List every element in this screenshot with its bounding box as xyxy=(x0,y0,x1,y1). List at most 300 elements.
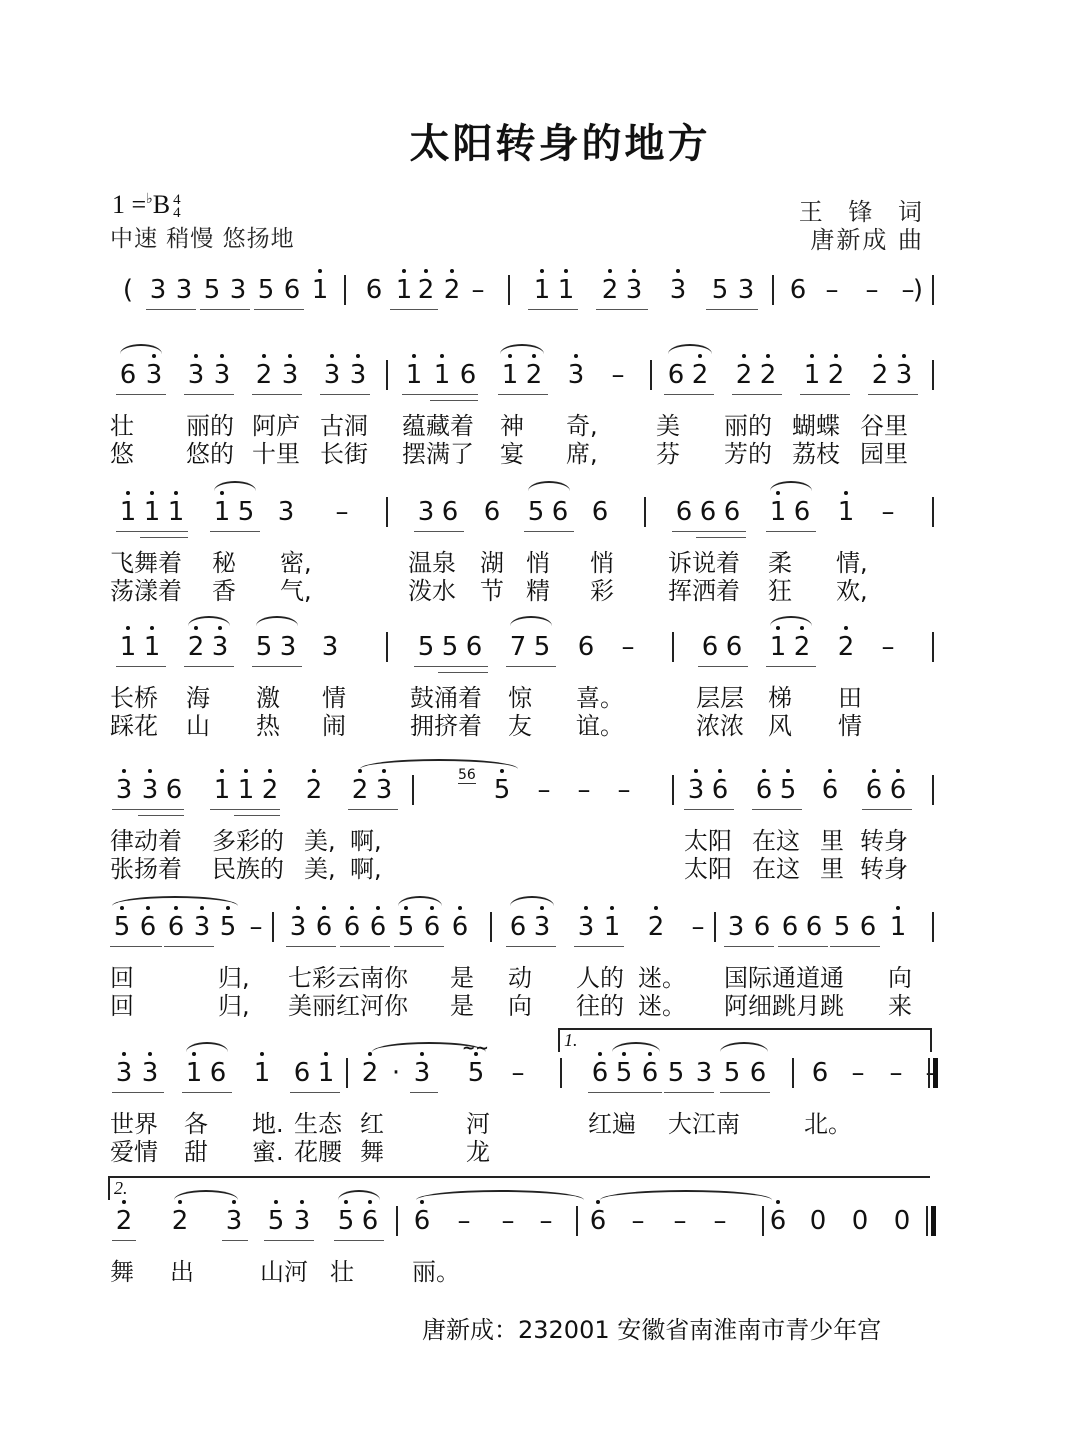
lyric-syllable: 秘 xyxy=(212,549,236,577)
lyric-syllable: 张扬着 xyxy=(110,855,182,883)
octave-dot-icon xyxy=(718,769,722,773)
lyric-syllable: 摆满了 xyxy=(402,440,474,468)
note: 5 xyxy=(466,1058,486,1088)
lyric-syllable: 惊 xyxy=(508,684,532,712)
octave-dot-icon xyxy=(178,1200,182,1204)
octave-dot-icon xyxy=(766,354,770,358)
note: 6 xyxy=(588,1206,608,1236)
lyric-syllable: 激 xyxy=(256,684,280,712)
sustain-dash: – xyxy=(501,1206,515,1236)
eighth-beam xyxy=(320,394,370,395)
octave-dot-icon xyxy=(622,1052,626,1056)
notes-row xyxy=(108,275,938,325)
eighth-beam xyxy=(164,946,214,947)
note: 3 xyxy=(412,1058,432,1088)
eighth-beam xyxy=(116,531,188,532)
note: 3 xyxy=(576,912,596,942)
note: 6 xyxy=(725,632,743,662)
lyric-syllable: 迷。 xyxy=(638,964,686,992)
octave-dot-icon xyxy=(654,906,658,910)
eighth-beam xyxy=(252,666,302,667)
octave-dot-icon xyxy=(742,354,746,358)
lyric-syllable: 友 xyxy=(508,712,532,740)
sixteenth-beam xyxy=(696,537,746,538)
key-label: 1 = xyxy=(112,190,147,219)
octave-dot-icon xyxy=(382,769,386,773)
lyric-syllable: 荡漾着 xyxy=(110,577,182,605)
note: 6 xyxy=(820,775,840,805)
note: 2 xyxy=(260,775,280,805)
octave-dot-icon xyxy=(174,906,178,910)
lyric-syllable: 生态 xyxy=(294,1110,342,1138)
eighth-beam xyxy=(830,946,880,947)
note: 6 xyxy=(450,912,470,942)
octave-dot-icon xyxy=(232,1200,236,1204)
note: 2 xyxy=(170,1206,190,1236)
octave-dot-icon xyxy=(148,769,152,773)
note: 1 xyxy=(142,497,162,527)
lyric-syllable: 诉说着 xyxy=(668,549,740,577)
note: 3 xyxy=(348,360,368,390)
lyric-syllable: 密, xyxy=(280,549,312,577)
lyric-syllable: 喜。 xyxy=(576,684,624,712)
octave-dot-icon xyxy=(220,769,224,773)
lyric-syllable: 河 xyxy=(466,1110,490,1138)
octave-dot-icon xyxy=(122,769,126,773)
note: 3 xyxy=(292,1206,312,1236)
lyric-syllable: 山 xyxy=(186,712,210,740)
octave-dot-icon xyxy=(540,269,544,273)
octave-dot-icon xyxy=(648,1052,652,1056)
octave-dot-icon xyxy=(402,269,406,273)
sustain-dash: – xyxy=(457,1206,471,1236)
octave-dot-icon xyxy=(694,769,698,773)
note: 5 xyxy=(257,275,275,305)
eighth-beam xyxy=(868,394,918,395)
lyric-syllable: 蝴蝶 xyxy=(792,412,840,440)
note: 3 xyxy=(224,1206,244,1236)
lyric-syllable: 阿庐 xyxy=(252,412,300,440)
note: 1 xyxy=(532,275,552,305)
octave-dot-icon xyxy=(430,906,434,910)
octave-dot-icon xyxy=(368,1200,372,1204)
lyric-syllable: 海 xyxy=(186,684,210,712)
eighth-beam xyxy=(222,1240,248,1241)
lyric-syllable: 律动着 xyxy=(110,827,182,855)
eighth-beam xyxy=(146,309,196,310)
lyric-syllable: 香 xyxy=(212,577,236,605)
lyric-syllable: 欢, xyxy=(836,577,868,605)
note: 2 xyxy=(114,1206,134,1236)
sustain-dash: – xyxy=(511,1058,525,1088)
note: 6 xyxy=(590,1058,610,1088)
note: 3 xyxy=(288,912,308,942)
sustain-dash: – xyxy=(539,1206,553,1236)
lyric-syllable: 美 xyxy=(656,412,680,440)
lyric-syllable: 太阳 xyxy=(684,827,732,855)
note: 3 xyxy=(114,1058,134,1088)
note: 6 xyxy=(314,912,334,942)
octave-dot-icon xyxy=(194,354,198,358)
note: 1 xyxy=(316,1058,336,1088)
lyric-syllable: 鼓涌着 xyxy=(410,684,482,712)
note: 6 xyxy=(864,775,884,805)
note: 6 xyxy=(283,275,301,305)
octave-dot-icon xyxy=(598,1052,602,1056)
lyricist-credit: 王 锋 词 xyxy=(798,198,924,226)
octave-dot-icon xyxy=(226,906,230,910)
sixteenth-beam xyxy=(430,400,478,401)
octave-dot-icon xyxy=(126,626,130,630)
lyric-syllable: 飞舞着 xyxy=(110,549,182,577)
octave-dot-icon xyxy=(358,769,362,773)
eighth-beam xyxy=(862,809,912,810)
note: 2 xyxy=(734,360,754,390)
eighth-beam xyxy=(112,809,184,810)
time-sig-bottom: 4 xyxy=(173,205,181,221)
note: 0 xyxy=(893,1206,911,1236)
note: 6 xyxy=(577,632,595,662)
note: 5 xyxy=(441,632,459,662)
note: 1 xyxy=(310,275,330,305)
lyric-syllable: 美, xyxy=(304,855,336,883)
note: 6 xyxy=(551,497,569,527)
note: 3 xyxy=(417,497,435,527)
mordent-icon: ~~ xyxy=(462,1038,489,1057)
octave-dot-icon xyxy=(318,269,322,273)
note: 2 xyxy=(350,775,370,805)
note: 6 xyxy=(360,1206,380,1236)
octave-dot-icon xyxy=(776,626,780,630)
lyric-syllable: 转身 xyxy=(860,827,908,855)
lyric-syllable: 芳的 xyxy=(724,440,772,468)
note: 6 xyxy=(710,775,730,805)
slur-arc xyxy=(510,896,554,906)
sustain-dash: – xyxy=(865,275,879,305)
notes-row xyxy=(108,360,938,410)
note: 1 xyxy=(118,497,138,527)
slur-arc xyxy=(510,616,552,626)
note: 2 xyxy=(758,360,778,390)
slur-arc xyxy=(120,344,162,354)
note: 3 xyxy=(114,775,134,805)
lyric-syllable: 甜 xyxy=(184,1138,208,1166)
octave-dot-icon xyxy=(150,491,154,495)
lyric-syllable: 出 xyxy=(170,1258,194,1286)
lyric-syllable: 园里 xyxy=(860,440,908,468)
octave-dot-icon xyxy=(148,1052,152,1056)
lyric-syllable: 爱情 xyxy=(110,1138,158,1166)
octave-dot-icon xyxy=(122,1200,126,1204)
octave-dot-icon xyxy=(896,906,900,910)
eighth-beam xyxy=(402,394,478,395)
lyric-syllable: 热 xyxy=(256,712,280,740)
octave-dot-icon xyxy=(288,354,292,358)
sustain-dash: – xyxy=(889,1058,903,1088)
note: 5 xyxy=(533,632,551,662)
octave-dot-icon xyxy=(878,354,882,358)
song-title: 太阳转身的地方 xyxy=(409,120,711,167)
octave-dot-icon xyxy=(152,354,156,358)
note: 1 xyxy=(768,632,788,662)
second-ending-bracket xyxy=(108,1176,930,1200)
notes-row xyxy=(108,497,938,547)
note: 5 xyxy=(218,912,238,942)
note: · xyxy=(391,1058,401,1088)
note: 6 xyxy=(667,360,685,390)
eighth-beam xyxy=(528,309,578,310)
octave-dot-icon xyxy=(262,354,266,358)
octave-dot-icon xyxy=(608,269,612,273)
note: 5 xyxy=(492,775,512,805)
note: 1 xyxy=(500,360,520,390)
note: 5 xyxy=(711,275,729,305)
lyric-syllable: 各 xyxy=(184,1110,208,1138)
sustain-dash: – xyxy=(611,360,625,390)
eighth-beam xyxy=(116,666,166,667)
note: 6 xyxy=(165,775,183,805)
eighth-beam xyxy=(110,946,162,947)
lyric-syllable: 精 xyxy=(526,577,550,605)
note: 1 xyxy=(236,775,256,805)
lyric-syllable: 国际通道通 xyxy=(724,964,844,992)
eighth-beam xyxy=(766,666,816,667)
octave-dot-icon xyxy=(330,354,334,358)
note: 6 xyxy=(591,497,609,527)
octave-dot-icon xyxy=(584,906,588,910)
octave-dot-icon xyxy=(268,769,272,773)
flat-sign-icon: ♭ xyxy=(146,192,153,207)
octave-dot-icon xyxy=(120,906,124,910)
slur-arc xyxy=(668,344,712,354)
note: 5 xyxy=(396,912,416,942)
lyric-syllable: 湖 xyxy=(480,549,504,577)
octave-dot-icon xyxy=(324,1052,328,1056)
note: 3 xyxy=(210,632,230,662)
lyric-syllable: 浓浓 xyxy=(696,712,744,740)
slur-arc xyxy=(500,344,544,354)
note: 3 xyxy=(144,360,164,390)
octave-dot-icon xyxy=(174,491,178,495)
lyric-syllable: 情 xyxy=(322,684,346,712)
note: 2 xyxy=(836,632,856,662)
note: 6 xyxy=(483,497,501,527)
eighth-beam xyxy=(112,1240,136,1241)
note: 6 xyxy=(422,912,442,942)
note: 3 xyxy=(566,360,586,390)
eighth-beam xyxy=(390,309,438,310)
eighth-beam xyxy=(800,394,850,395)
lyric-syllable: 世界 xyxy=(110,1110,158,1138)
octave-dot-icon xyxy=(356,354,360,358)
note: 0 xyxy=(851,1206,869,1236)
octave-dot-icon xyxy=(564,269,568,273)
note: 6 xyxy=(789,275,807,305)
note: 5 xyxy=(527,497,545,527)
lyric-syllable: 踩花 xyxy=(110,712,158,740)
lyric-syllable: 里 xyxy=(820,855,844,883)
note: 3 xyxy=(322,360,342,390)
note: 3 xyxy=(280,360,300,390)
lyric-syllable: 回 xyxy=(110,964,134,992)
note: 1 xyxy=(602,912,622,942)
note: 6 xyxy=(749,1058,767,1088)
lyric-syllable: 大江南 xyxy=(668,1110,740,1138)
eighth-beam xyxy=(286,946,336,947)
sustain-dash: – xyxy=(901,275,915,305)
note: 6 xyxy=(365,275,383,305)
lyric-syllable: 归, xyxy=(218,964,250,992)
lyric-syllable: 红遍 xyxy=(588,1110,636,1138)
sustain-dash: – xyxy=(881,632,895,662)
note: 6 xyxy=(441,497,459,527)
octave-dot-icon xyxy=(122,1052,126,1056)
octave-dot-icon xyxy=(126,491,130,495)
octave-dot-icon xyxy=(440,354,444,358)
note: 2 xyxy=(600,275,620,305)
eighth-beam xyxy=(498,394,548,395)
sustain-dash: – xyxy=(825,275,839,305)
octave-dot-icon xyxy=(596,1200,600,1204)
lyric-syllable: 阿细跳月跳 xyxy=(724,992,844,1020)
lyric-syllable: 啊, xyxy=(350,855,382,883)
lyric-syllable: 梯 xyxy=(768,684,792,712)
eighth-beam xyxy=(506,666,556,667)
lyric-syllable: 彩 xyxy=(590,577,614,605)
octave-dot-icon xyxy=(412,354,416,358)
note: 1 xyxy=(836,497,856,527)
note: ) xyxy=(912,275,924,305)
lyric-syllable: 向 xyxy=(508,992,532,1020)
slur-arc xyxy=(770,481,812,491)
octave-dot-icon xyxy=(150,626,154,630)
eighth-beam xyxy=(724,946,774,947)
lyric-syllable: 风 xyxy=(768,712,792,740)
octave-dot-icon xyxy=(420,1052,424,1056)
note: 6 xyxy=(753,912,771,942)
lyric-syllable: 情, xyxy=(836,549,868,577)
note: 3 xyxy=(140,775,160,805)
note: 3 xyxy=(149,275,167,305)
sustain-dash: – xyxy=(621,632,635,662)
note: 5 xyxy=(417,632,435,662)
note: 6 xyxy=(811,1058,829,1088)
lyric-syllable: 向 xyxy=(888,964,912,992)
lyric-syllable: 龙 xyxy=(466,1138,490,1166)
sustain-dash: – xyxy=(335,497,349,527)
eighth-beam xyxy=(706,309,758,310)
sustain-dash: – xyxy=(673,1206,687,1236)
note: 6 xyxy=(805,912,823,942)
lyric-syllable: 迷。 xyxy=(638,992,686,1020)
note: 3 xyxy=(212,360,232,390)
octave-dot-icon xyxy=(260,1052,264,1056)
note: 2 xyxy=(690,360,710,390)
lyric-syllable: 壮 xyxy=(330,1258,354,1286)
sustain-dash: – xyxy=(631,1206,645,1236)
note: 6 xyxy=(368,912,388,942)
eighth-beam xyxy=(252,394,302,395)
note: 3 xyxy=(279,632,297,662)
eighth-beam xyxy=(254,309,304,310)
lyric-syllable: 悠 xyxy=(110,440,134,468)
sustain-dash: – xyxy=(691,912,705,942)
octave-dot-icon xyxy=(532,354,536,358)
octave-dot-icon xyxy=(274,1200,278,1204)
octave-dot-icon xyxy=(300,1200,304,1204)
note: 2 xyxy=(792,632,812,662)
lyric-syllable: 古洞 xyxy=(320,412,368,440)
lyric-syllable: 宴 xyxy=(500,440,524,468)
note: 2 xyxy=(416,275,436,305)
lyric-syllable: 北。 xyxy=(804,1110,852,1138)
key-note: B xyxy=(152,190,171,219)
octave-dot-icon xyxy=(296,906,300,910)
octave-dot-icon xyxy=(800,626,804,630)
note: 6 xyxy=(459,360,477,390)
lyric-syllable: 荔枝 xyxy=(792,440,840,468)
octave-dot-icon xyxy=(322,906,326,910)
note: 2 xyxy=(304,775,324,805)
note: 6 xyxy=(675,497,693,527)
lyric-syllable: 悄 xyxy=(526,549,550,577)
note: 1 xyxy=(404,360,424,390)
note: 6 xyxy=(412,1206,432,1236)
eighth-beam xyxy=(200,309,250,310)
sustain-dash: – xyxy=(577,775,591,805)
eighth-beam xyxy=(348,809,398,810)
octave-dot-icon xyxy=(500,769,504,773)
note: 3 xyxy=(727,912,745,942)
note: 6 xyxy=(793,497,811,527)
octave-dot-icon xyxy=(194,626,198,630)
eighth-beam xyxy=(684,809,734,810)
note: 5 xyxy=(255,632,273,662)
lyric-syllable: 啊, xyxy=(350,827,382,855)
lyric-syllable: 回 xyxy=(110,992,134,1020)
eighth-beam xyxy=(698,666,748,667)
lyric-syllable: 十里 xyxy=(252,440,300,468)
slur-arc xyxy=(528,481,570,491)
lyric-syllable: 美, xyxy=(304,827,336,855)
eighth-beam xyxy=(184,666,234,667)
note: 6 xyxy=(166,912,186,942)
lyric-syllable: 拥挤着 xyxy=(410,712,482,740)
lyric-syllable: 七彩云南你 xyxy=(288,964,408,992)
octave-dot-icon xyxy=(632,269,636,273)
note: 3 xyxy=(229,275,247,305)
lyric-syllable: 田 xyxy=(838,684,862,712)
note: 6 xyxy=(509,912,527,942)
note: 1 xyxy=(432,360,452,390)
notes-row xyxy=(108,632,938,682)
note: 6 xyxy=(465,632,483,662)
lyric-syllable: 挥洒着 xyxy=(668,577,740,605)
lyric-syllable: 丽的 xyxy=(186,412,234,440)
note: 5 xyxy=(112,912,132,942)
eighth-beam xyxy=(506,946,556,947)
lyric-syllable: 悠的 xyxy=(186,440,234,468)
note: 1 xyxy=(212,497,232,527)
lyric-syllable: 来 xyxy=(888,992,912,1020)
notes-row xyxy=(108,1178,938,1256)
eighth-beam xyxy=(210,809,280,810)
octave-dot-icon xyxy=(312,769,316,773)
sustain-dash: – xyxy=(471,275,485,305)
slur-arc xyxy=(186,1042,228,1052)
eighth-beam xyxy=(574,946,624,947)
octave-dot-icon xyxy=(458,906,462,910)
